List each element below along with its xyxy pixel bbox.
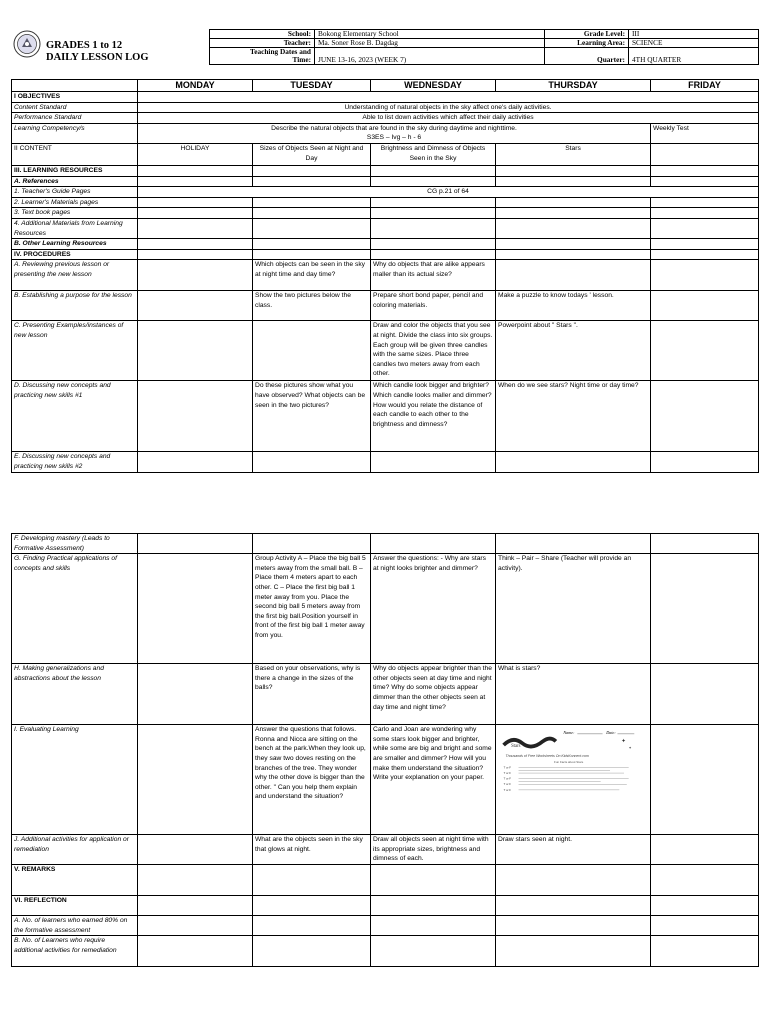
friday-weekly-test: Weekly Test: [651, 123, 759, 143]
quarter-label: Quarter:: [545, 48, 629, 65]
proc-i-tuesday: Answer the questions that follows. Ronna and Nicca are sitting on the bench at the park.When they look up, they saw two doves resting on the branches of the tree. They wonder why the other dove is bigger than the other. " Can you help them explain and understand the situation?: [253, 725, 371, 835]
lesson-table-page1: [11, 79, 759, 473]
proc-h-label: H. Making generalizations and abstractions about the lesson: [12, 664, 138, 725]
worksheet-subtitle: Fun Facts about Stars: [554, 759, 584, 764]
grade-label: Grade Level:: [545, 30, 629, 39]
proc-i-label: I. Evaluating Learning: [12, 725, 138, 835]
logo-text: [46, 40, 149, 64]
proc-d-thursday: When do we see stars? Night time or day time?: [496, 381, 651, 452]
proc-b-label: B. Establishing a purpose for the lesson: [12, 291, 138, 321]
resources-title: III. LEARNING RESOURCES: [12, 165, 138, 176]
area-label: Learning Area:: [545, 39, 629, 48]
school-value: Bokong Elementary School: [315, 30, 545, 39]
reflection-b-label: B. No. of Learners who require additional activities for remediation: [12, 936, 138, 967]
am-label: 4. Additional Materials from Learning Resources: [12, 218, 138, 238]
area-value: SCIENCE: [629, 39, 759, 48]
proc-g-thursday: Think – Pair – Share (Teacher will provide an activity).: [496, 554, 651, 664]
grade-value: III: [629, 30, 759, 39]
day-wednesday: WEDNESDAY: [371, 80, 496, 92]
teacher-label: Teacher:: [210, 39, 315, 48]
proc-h-tuesday: Based on your observations, why is there a change in the sizes of the balls?: [253, 664, 371, 725]
content-tuesday: Sizes of Objects Seen at Night and Day: [253, 143, 371, 165]
proc-j-label: J. Additional activities for application or remediation: [12, 835, 138, 865]
reflection-title: VI. REFLECTION: [12, 896, 138, 916]
proc-a-label: A. Reviewing previous lesson or presenting the new lesson: [12, 260, 138, 291]
worksheet-name-label: Name:: [563, 730, 575, 736]
proc-c-thursday: Powerpoint about " Stars ".: [496, 321, 651, 381]
lm-label: 2. Learner's Materials pages: [12, 197, 138, 208]
lesson-table-page2: [11, 533, 759, 967]
proc-h-wednesday: Why do objects appear brighter than the other objects seen at day time and night time? Why do some objects appear dimmer than the other objects seen at day time and night time?: [371, 664, 496, 725]
proc-e-label: E. Discussing new concepts and practicing new skills #2: [12, 452, 138, 472]
content-standard-label: Content Standard: [12, 102, 138, 113]
worksheet-item-4: T or F: [503, 782, 512, 787]
worksheet-date-label: Date:: [606, 730, 616, 736]
svg-text:Stars: Stars: [511, 744, 521, 750]
proc-a-wednesday: Why do objects that are alike appears maller than its actual size?: [371, 260, 496, 291]
logo-line2: DAILY LESSON LOG: [46, 52, 149, 63]
remarks-label: V. REMARKS: [12, 865, 138, 896]
logo-line1: GRADES 1 to 12: [46, 40, 123, 51]
proc-a-tuesday: Which objects can be seen in the sky at night time and day time?: [253, 260, 371, 291]
performance-standard-label: Performance Standard: [12, 113, 138, 124]
proc-c-wednesday: Draw and color the objects that you see at night. Divide the class into six groups. Each group will be given three candles with the same sizes. Place three candles two meters away from each other.: [371, 321, 496, 381]
proc-d-wednesday: Which candle look bigger and brighter? Which candle looks maller and dimmer? How would you relate the distance of each candle to each other to the brightness and dimness?: [371, 381, 496, 452]
tg-label: 1. Teacher's Guide Pages: [12, 187, 138, 198]
competency-label: Learning Competency/s: [12, 123, 138, 143]
objectives-title: I OBJECTIVES: [12, 92, 138, 103]
dates-label: Teaching Dates and Time:: [210, 48, 315, 65]
proc-d-tuesday: Do these pictures show what you have observed? What objects can be seen in the two pictures?: [253, 381, 371, 452]
deped-seal-icon: [13, 30, 41, 58]
content-wednesday: Brightness and Dimness of Objects Seen in the Sky: [371, 143, 496, 165]
references-label: A. References: [12, 176, 138, 187]
proc-j-wednesday: Draw all objects seen at night time with its appropriate sizes, brightness and dimness of each.: [371, 835, 496, 865]
content-label: II CONTENT: [12, 143, 138, 165]
proc-c-label: C. Presenting Examples/instances of new lesson: [12, 321, 138, 381]
content-standard-value: Understanding of natural objects in the sky affect one's daily activities.: [138, 102, 759, 113]
proc-h-thursday: What is stars?: [496, 664, 651, 725]
proc-b-wednesday: Prepare short bond paper, pencil and coloring materials.: [371, 291, 496, 321]
worksheet-item-5: T or F: [503, 787, 512, 792]
day-friday: FRIDAY: [651, 80, 759, 92]
worksheet-site: Thousands of Free Worksheets On KidsKonnect.com: [505, 754, 589, 759]
teacher-value: Ma. Soner Rose B. Dagdag: [315, 39, 545, 48]
header-info-table: [209, 29, 759, 65]
day-header-blank: [12, 80, 138, 92]
proc-g-label: G. Finding Practical applications of concepts and skills: [12, 554, 138, 664]
day-tuesday: TUESDAY: [253, 80, 371, 92]
dates-value: JUNE 13-16, 2023 (WEEK 7): [315, 48, 545, 65]
proc-i-wednesday: Carlo and Joan are wondering why some stars look bigger and brighter, while some are big and bright and some are smaller and dimmer? How will you make them understand the situation? Write your explanation on your paper.: [371, 725, 496, 835]
stars-worksheet-image: [498, 725, 638, 795]
proc-j-thursday: Draw stars seen at night.: [496, 835, 651, 865]
content-thursday: Stars: [496, 143, 651, 165]
proc-j-tuesday: What are the objects seen in the sky that glows at night.: [253, 835, 371, 865]
worksheet-item-1: T or F: [503, 765, 512, 770]
proc-b-tuesday: Show the two pictures below the class.: [253, 291, 371, 321]
tb-label: 3. Text book pages: [12, 208, 138, 219]
day-thursday: THURSDAY: [496, 80, 651, 92]
proc-f-label: F. Developing mastery (Leads to Formative Assessment): [12, 534, 138, 554]
procedures-title: IV. PROCEDURES: [12, 249, 138, 260]
proc-g-wednesday: Answer the questions: - Why are stars at night looks brighter and dimmer?: [371, 554, 496, 664]
proc-g-tuesday: Group Activity A – Place the big ball 5 meters away from the small ball. B – Place them 4 meters apart to each other. C – Place the first big ball 1 meter away from you. Place the second big ball 5 meters away from the first big ball.Position yourself in front of the first big ball 1 meter away from you.: [253, 554, 371, 664]
proc-b-thursday: Make a puzzle to know todays ' lesson.: [496, 291, 651, 321]
quarter-value: 4TH QUARTER: [629, 48, 759, 65]
reflection-a-label: A. No. of learners who earned 80% on the formative assessment: [12, 916, 138, 936]
day-monday: MONDAY: [138, 80, 253, 92]
svg-text:✦: ✦: [621, 738, 626, 745]
competency-value: Describe the natural objects that are found in the sky during daytime and nighttime. S3ES – Ivg – h - 6: [138, 123, 651, 143]
tg-value: CG p.21 of 64: [138, 187, 759, 198]
school-label: School:: [210, 30, 315, 39]
performance-standard-value: Able to list down activities which affect their daily activities: [138, 113, 759, 124]
worksheet-item-2: T or F: [503, 771, 512, 776]
proc-d-label: D. Discussing new concepts and practicing new skills #1: [12, 381, 138, 452]
proc-i-thursday: [496, 725, 651, 835]
svg-text:✦: ✦: [628, 745, 632, 750]
other-resources-label: B. Other Learning Resources: [12, 239, 138, 250]
worksheet-item-3: T or F: [503, 776, 512, 781]
content-monday: HOLIDAY: [138, 143, 253, 165]
